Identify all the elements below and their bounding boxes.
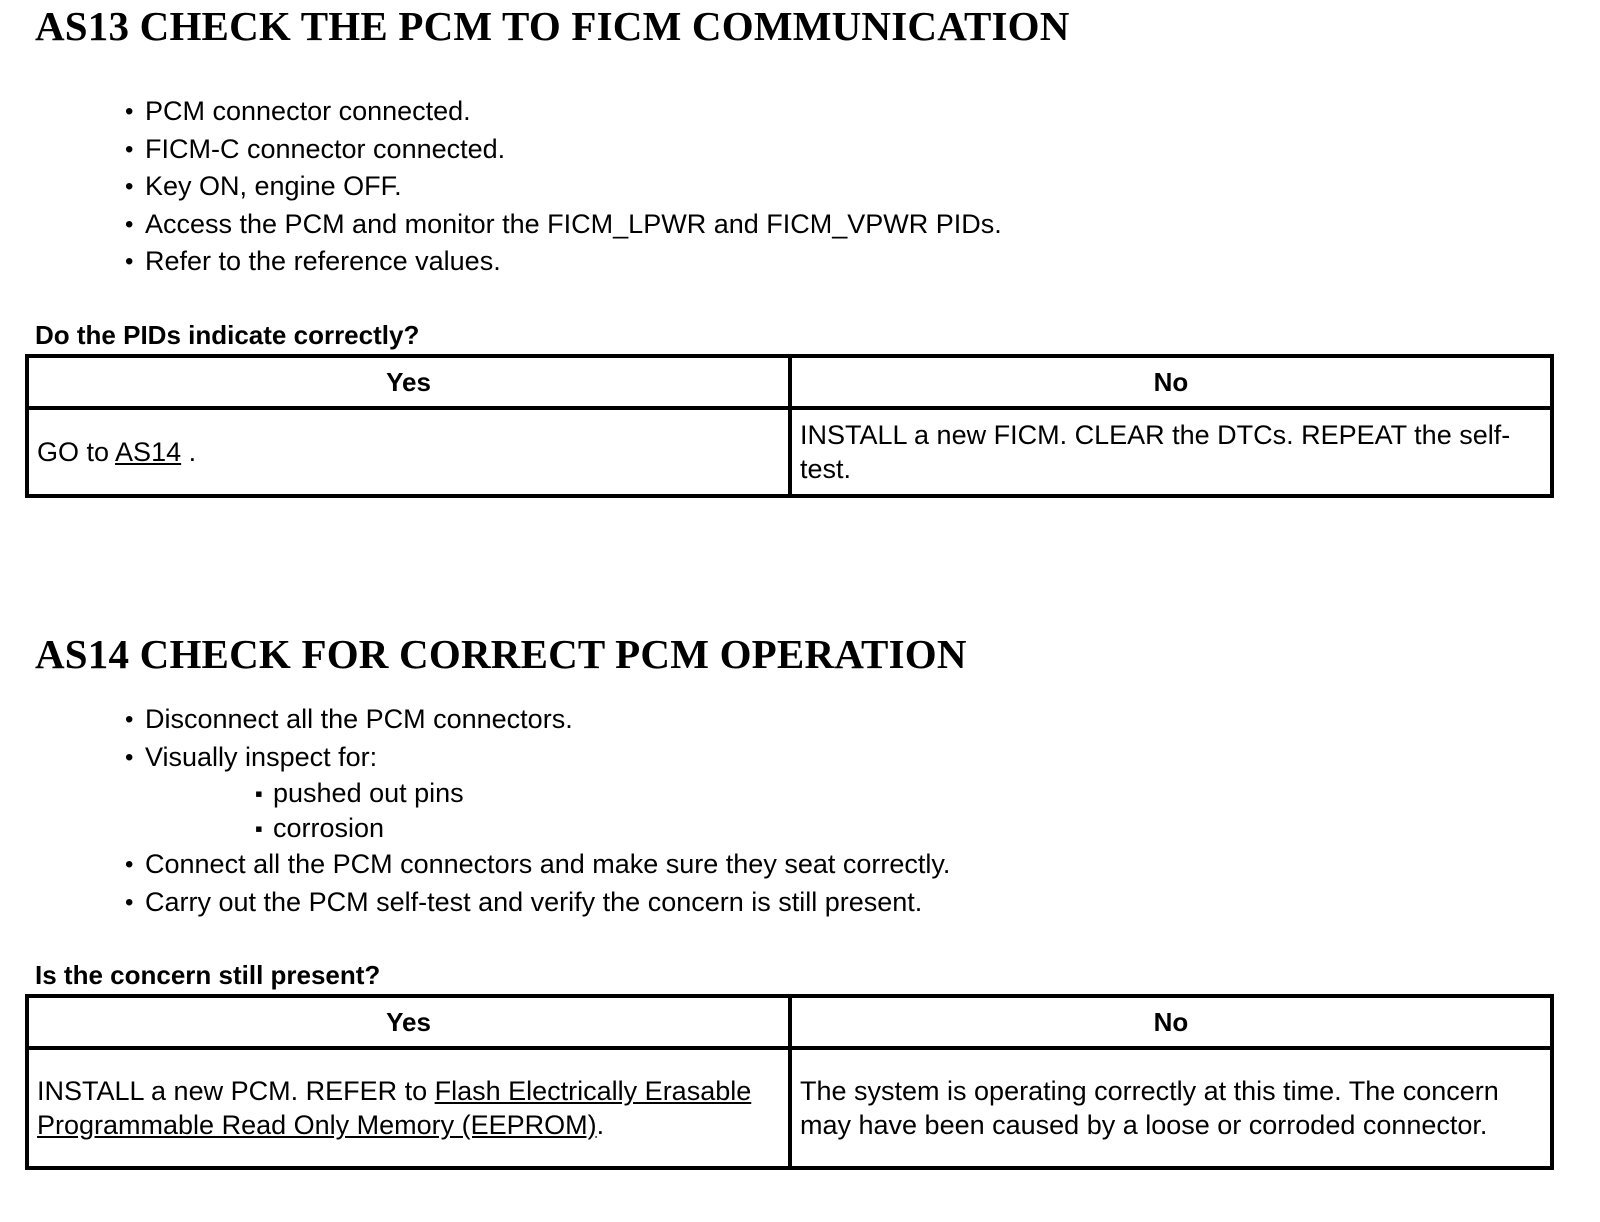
yes-text: GO to — [37, 437, 116, 467]
step-item: • Connect all the PCM connectors and make sure they seat correctly. — [125, 846, 950, 884]
step-item: • Key ON, engine OFF. — [125, 168, 1002, 206]
step-item-label: Visually inspect for: — [145, 741, 378, 772]
no-cell: The system is operating correctly at this time. The concern may have been caused by a loose or corroded connector. — [790, 1048, 1552, 1168]
step-item: • Carry out the PCM self-test and verify the concern is still present. — [125, 884, 950, 922]
step-item: • FICM-C connector connected. — [125, 131, 1002, 169]
substep-list — [145, 776, 950, 846]
no-header: No — [790, 356, 1552, 408]
section-heading: AS14 CHECK FOR CORRECT PCM OPERATION — [35, 631, 967, 677]
step-list — [125, 93, 1002, 281]
yes-header: Yes — [27, 996, 790, 1048]
substep-item: ▪ pushed out pins — [255, 776, 950, 811]
step-item: • Access the PCM and monitor the FICM_LPWR and FICM_VPWR PIDs. — [125, 206, 1002, 244]
yes-text: INSTALL a new PCM. REFER to — [37, 1076, 435, 1106]
question-text: Do the PIDs indicate correctly? — [35, 320, 420, 350]
question-text: Is the concern still present? — [35, 960, 381, 990]
step-list — [125, 701, 950, 921]
yes-cell — [27, 408, 790, 496]
step-item — [125, 739, 950, 847]
eeprom-link[interactable]: Flash Electrically Erasable Programmable Read Only Memory (EEPROM) — [37, 1076, 752, 1140]
as14-link[interactable]: AS14 — [115, 437, 182, 467]
substep-item: ▪ corrosion — [255, 811, 950, 846]
no-header: No — [790, 996, 1552, 1048]
answer-table — [25, 354, 1554, 498]
step-item: • Disconnect all the PCM connectors. — [125, 701, 950, 739]
answer-table — [25, 994, 1554, 1170]
step-item: • PCM connector connected. — [125, 93, 1002, 131]
section-heading: AS13 CHECK THE PCM TO FICM COMMUNICATION — [35, 3, 1070, 49]
no-cell: INSTALL a new FICM. CLEAR the DTCs. REPEAT the self-test. — [790, 408, 1552, 496]
yes-header: Yes — [27, 356, 790, 408]
yes-cell — [27, 1048, 790, 1168]
yes-text-end: . — [181, 437, 197, 467]
yes-text-end: . — [596, 1110, 605, 1140]
step-item: • Refer to the reference values. — [125, 243, 1002, 281]
